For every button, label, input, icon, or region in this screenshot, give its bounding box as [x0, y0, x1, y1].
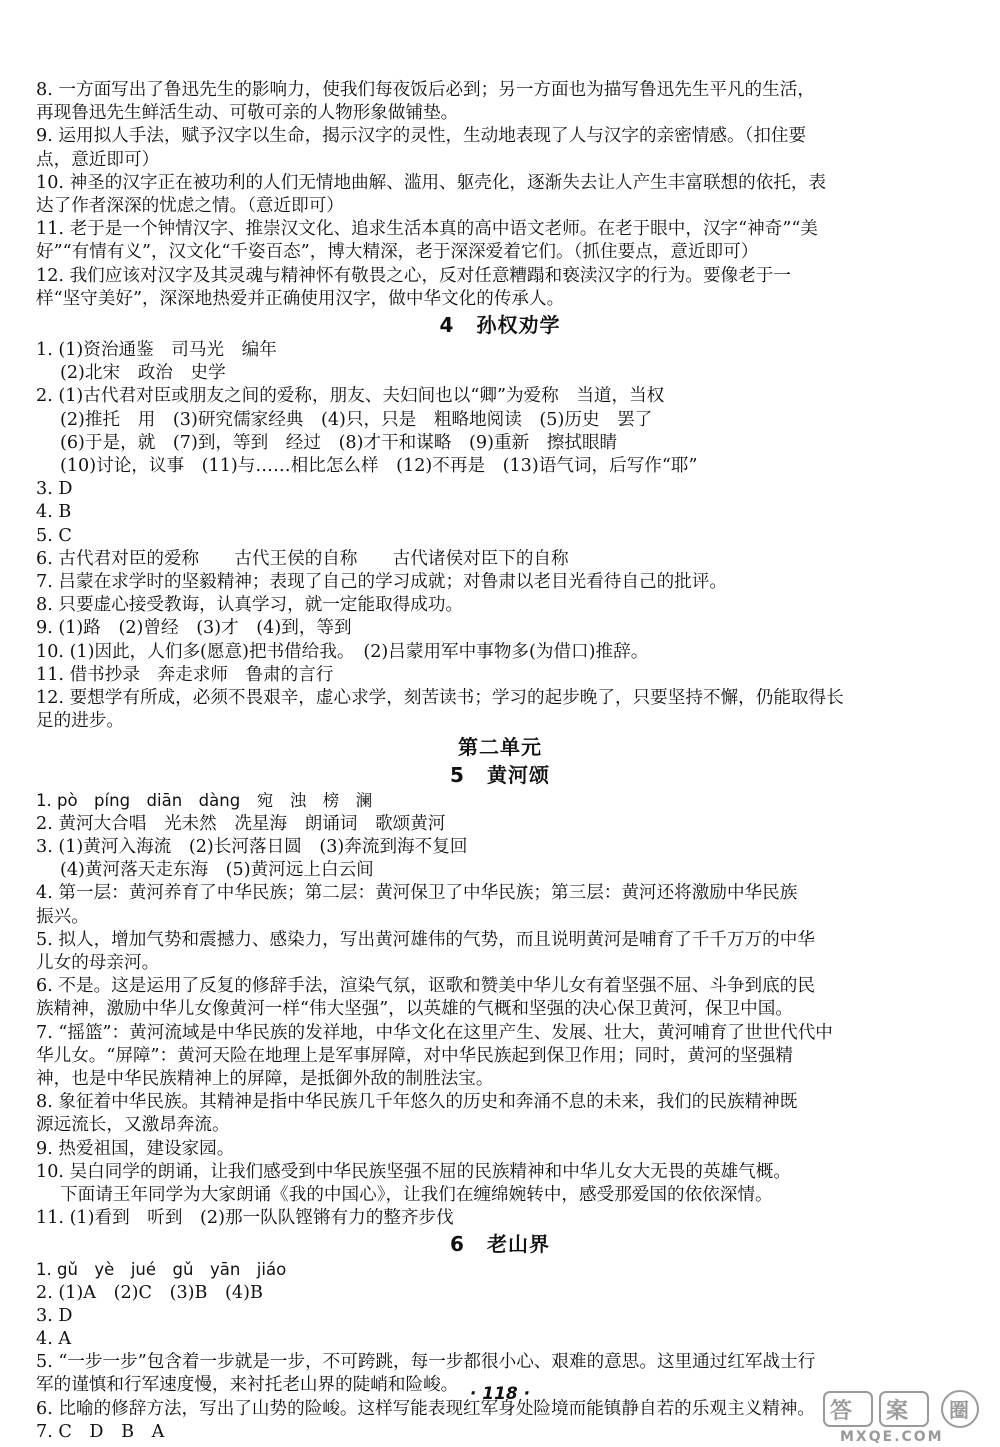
svg-text:MXQE.COM: MXQE.COM	[840, 1429, 944, 1444]
lesson-heading	[0, 311, 1000, 339]
answer-line: 3. D	[36, 1305, 73, 1326]
answer-line: 5. “一步一步”包含着一步就是一步，不可跨跳，每一步都很小心、艰难的意思。这里通过红军战士行	[36, 1352, 816, 1373]
answer-line: 1. gǔ yè jué gǔ yān jiáo	[36, 1260, 287, 1280]
answer-line: 儿女的母亲河。	[36, 952, 160, 973]
answer-line: 7. C D B A	[36, 1421, 165, 1442]
answer-line: 好”“有情有义”，汉文化“千姿百态”，博大精深，老于深深爱着它们。（抓住要点，意近即可）	[36, 242, 759, 263]
answer-line: 达了作者深深的忧虑之情。（意近即可）	[36, 196, 344, 217]
svg-text:案: 案	[886, 1399, 909, 1424]
page-number: · 118 ·	[469, 1384, 531, 1404]
lesson-title: 黄河颂	[486, 763, 550, 788]
answer-line: 点，意近即可）	[36, 149, 160, 170]
answer-line: (2)北宋 政治 史学	[60, 363, 226, 384]
answer-line: 12. 我们应该对汉字及其灵魂与精神怀有敬畏之心，反对任意糟蹋和亵渎汉字的行为。要像老于一	[36, 265, 791, 286]
answer-line: 再现鲁迅先生鲜活生动、可敬可亲的人物形象做铺垫。	[36, 103, 459, 124]
answer-line: 族精神，激励中华儿女像黄河一样“伟大坚强”，以英雄的气概和坚强的决心保卫黄河，保卫中国。	[36, 999, 793, 1020]
answer-line: (10)讨论，议事 (11)与……相比怎么样 (12)不再是 (13)语气词，后写作“耶”	[60, 456, 698, 477]
answer-line: 6. 比喻的修辞方法，写出了山势的险峻。这样写能表现红军身处险境而能镇静自若的乐观主义精神。	[36, 1398, 815, 1419]
answer-line: 1. pò píng diān dàng 宛 浊 榜 澜	[36, 791, 373, 811]
answer-line: 8. 只要虚心接受教诲，认真学习，就一定能取得成功。	[36, 595, 464, 616]
lesson-number: 6	[450, 1232, 465, 1257]
answer-line: 2. (1)古代君对臣或朋友之间的爱称，朋友、夫妇间也以“卿”为爱称 当道，当权	[36, 386, 665, 407]
answer-line: 1. (1)资治通鉴 司马光 编年	[36, 340, 277, 361]
answer-line: 足的进步。	[36, 711, 124, 732]
answer-line: 下面请王年同学为大家朗诵《我的中国心》，让我们在缠绵婉转中，感受那爱国的依依深情。	[60, 1184, 773, 1205]
answer-line: 华儿女。“屏障”：黄河天险在地理上是军事屏障，对中华民族起到保卫作用；同时，黄河的坚强精	[36, 1045, 793, 1066]
answer-line: 8. 一方面写出了鲁迅先生的影响力，使我们每夜饭后必到；另一方面也为描写鲁迅先生平凡的生活，	[36, 80, 815, 100]
answer-line: 7. 吕蒙在求学时的坚毅精神；表现了自己的学习成就；对鲁肃以老目光看待自己的批评。	[36, 572, 727, 593]
unit-heading: 第二单元	[458, 735, 542, 760]
answer-line: 2. 黄河大合唱 光未然 冼星海 朗诵词 歌颂黄河	[36, 813, 446, 834]
lesson-title: 老山界	[486, 1232, 550, 1257]
answer-line: 4. B	[36, 502, 72, 523]
lesson-title: 孙权劝学	[476, 313, 561, 338]
answer-line: 7. “摇篮”：黄河流域是中华民族的发祥地，中华文化在这里产生、发展、壮大，黄河哺育了世世代代中	[36, 1022, 833, 1043]
answer-line: 12. 要想学有所成，必须不畏艰辛，虚心求学，刻苦读书；学习的起步晚了，只要坚持不懈，仍能取得长	[36, 688, 844, 709]
answer-line: 11. 老于是一个钟情汉字、推崇汉文化、追求生活本真的高中语文老师。在老于眼中，汉字“神奇”“美	[36, 219, 818, 240]
answer-line: 11. 借书抄录 奔走求师 鲁肃的言行	[36, 664, 334, 685]
answer-line: 源远流长，又激昂奔流。	[36, 1115, 230, 1136]
answer-line: 8. 象征着中华民族。其精神是指中华民族几千年悠久的历史和奔涌不息的未来，我们的民族精神既	[36, 1092, 798, 1113]
answer-line: 4. 第一层：黄河养育了中华民族；第二层：黄河保卫了中华民族；第三层：黄河还将激励中华民族	[36, 883, 798, 904]
svg-text:圈: 圈	[949, 1398, 969, 1422]
answer-line: 10. 神圣的汉字正在被功利的人们无情地曲解、滥用、躯壳化，逐渐失去让人产生丰富联想的依托，表	[36, 172, 827, 193]
answer-line: 10. (1)因此，人们多(愿意)把书借给我。 (2)吕蒙用军中事物多(为借口)推辞。	[36, 641, 649, 662]
answer-line: 3. (1)黄河入海流 (2)长河落日圆 (3)奔流到海不复回	[36, 836, 468, 857]
answer-line: 神，也是中华民族精神上的屏障，是抵御外敌的制胜法宝。	[36, 1068, 494, 1089]
answer-line: 2. (1)A (2)C (3)B (4)B	[36, 1282, 263, 1303]
answer-line: 9. 热爱祖国，建设家园。	[36, 1138, 235, 1159]
lesson-heading	[0, 761, 1000, 789]
answer-content	[36, 79, 936, 1444]
answer-line: 5. C	[36, 525, 72, 546]
lesson-number: 5	[450, 763, 465, 788]
answer-line: 10. 吴白同学的朗诵，让我们感受到中华民族坚强不屈的民族精神和中华儿女大无畏的英雄气概。	[36, 1161, 791, 1182]
answer-line: 5. 拟人，增加气势和震撼力、感染力，写出黄河雄伟的气势，而且说明黄河是哺育了千千万万的中华	[36, 929, 815, 950]
answer-line: 11. (1)看到 听到 (2)那一队队铿锵有力的整齐步伐	[36, 1208, 454, 1229]
answer-line: 振兴。	[36, 906, 89, 927]
answer-line: 样“坚守美好”，深深地热爱并正确使用汉字，做中华文化的传承人。	[36, 288, 565, 309]
answer-line: 9. (1)路 (2)曾经 (3)才 (4)到，等到	[36, 618, 352, 639]
answer-line: 4. A	[36, 1328, 72, 1349]
answer-line: (4)黄河落天走东海 (5)黄河远上白云间	[60, 860, 374, 881]
answer-line: (2)推托 用 (3)研究儒家经典 (4)只，只是 粗略地阅读 (5)历史 罢了	[60, 409, 653, 430]
svg-text:答: 答	[830, 1399, 853, 1424]
lesson-heading	[0, 1230, 1000, 1258]
answer-line: 9. 运用拟人手法，赋予汉字以生命，揭示汉字的灵性，生动地表现了人与汉字的亲密情感。（扣住要	[36, 126, 807, 147]
answer-line: 军的谨慎和行军速度慢，来衬托老山界的陡峭和险峻。	[36, 1375, 459, 1396]
watermark-logo	[820, 1388, 992, 1444]
answer-line: 6. 古代君对臣的爱称 古代王侯的自称 古代诸侯对臣下的自称	[36, 548, 569, 569]
answer-line: (6)于是，就 (7)到，等到 经过 (8)才干和谋略 (9)重新 擦拭眼睛	[60, 432, 618, 453]
answer-line: 3. D	[36, 479, 73, 500]
lesson-number: 4	[439, 313, 455, 338]
answer-line: 6. 不是。这是运用了反复的修辞手法，渲染气氛，讴歌和赞美中华儿女有着坚强不屈、斗争到底的民	[36, 976, 815, 997]
